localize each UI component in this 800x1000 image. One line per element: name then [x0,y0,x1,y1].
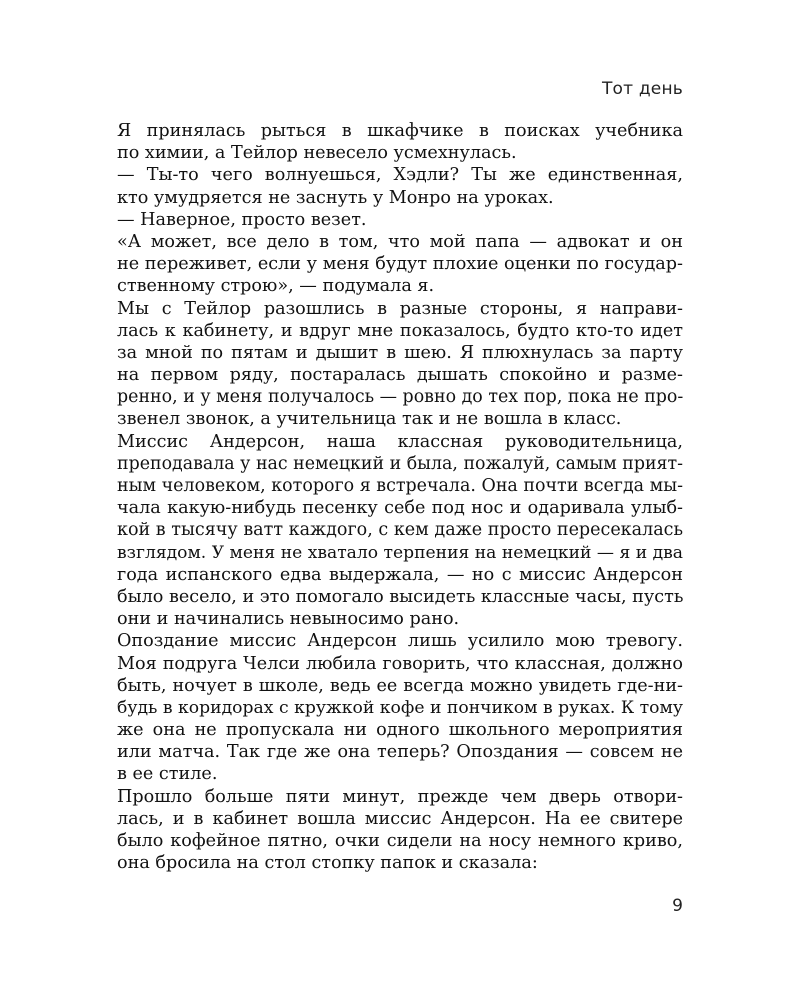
body-text [117,120,683,874]
text-line: Прошло больше пяти минут, прежде чем дверь отвори- [117,786,683,807]
text-line: они и начинались невыносимо рано. [117,609,460,630]
text-line: кто умудряется не заснуть у Монро на уроках. [117,187,554,208]
text-line: взглядом. У меня не хватало терпения на немецкий — я и два [117,542,683,563]
text-line: Моя подруга Челси любила говорить, что классная, должно [117,653,683,674]
text-line: не переживет, если у меня будут плохие оценки по государ- [117,254,683,275]
text-line: чала какую-нибудь песенку себе под нос и одаривала улыб- [117,498,683,519]
text-line: по химии, а Тейлор невесело усмехнулась. [117,143,517,164]
text-line: лась к кабинету, и вдруг мне показалось, будто кто-то идет [117,320,683,341]
text-line: звенел звонок, а учительница так и не вошла в класс. [117,409,622,430]
text-line: года испанского едва выдержала, — но с миссис Андерсон [117,564,683,585]
text-line: было кофейное пятно, очки сидели на носу немного криво, [117,831,683,851]
text-line: же она не пропускала ни одного школьного мероприятия [117,720,683,741]
text-line: на первом ряду, постаралась дышать спокойно и разме- [117,365,683,386]
text-line: Я принялась рыться в шкафчике в поисках учебника [117,121,683,141]
text-line: было весело, и это помогало высидеть классные часы, пусть [117,586,684,607]
text-line: Миссис Андерсон, наша классная руководительница, [117,431,683,452]
text-line: преподавала у нас немецкий и была, пожалуй, самым прият- [117,453,683,474]
text-line: за мной по пятам и дышит в шею. Я плюхнулась за парту [117,342,683,363]
text-line: Опоздание миссис Андерсон лишь усилило мою тревогу. [117,631,683,652]
text-line: — Наверное, просто везет. [117,209,367,230]
text-line: ным человеком, которого я встречала. Она почти всегда мы- [117,476,683,496]
text-line: в ее стиле. [117,764,218,785]
text-line: Мы с Тейлор разошлись в разные стороны, я направи- [117,298,683,319]
text-line: ственному строю», — подумала я. [117,276,435,297]
text-line: — Ты-то чего волнуешься, Хэдли? Ты же единственная, [117,165,683,186]
text-line: лась, и в кабинет вошла миссис Андерсон. На ее свитере [117,808,683,829]
page-number: 9 [672,896,683,916]
text-line: быть, ночует в школе, ведь ее всегда можно увидеть где-ни- [117,675,683,696]
text-line: будь в коридорах с кружкой кофе и пончиком в руках. К тому [117,697,683,718]
text-line: ренно, и у меня получалось — ровно до тех пор, пока не про- [117,387,684,408]
text-line: «А может, все дело в том, что мой папа — адвокат и он [117,231,683,252]
text-line: кой в тысячу ватт каждого, с кем даже просто пересекалась [117,520,683,541]
running-head: Тот день [601,79,683,99]
text-line: или матча. Так где же она теперь? Опоздания — совсем не [117,742,683,763]
text-line: она бросила на стол стопку папок и сказала: [117,853,538,874]
